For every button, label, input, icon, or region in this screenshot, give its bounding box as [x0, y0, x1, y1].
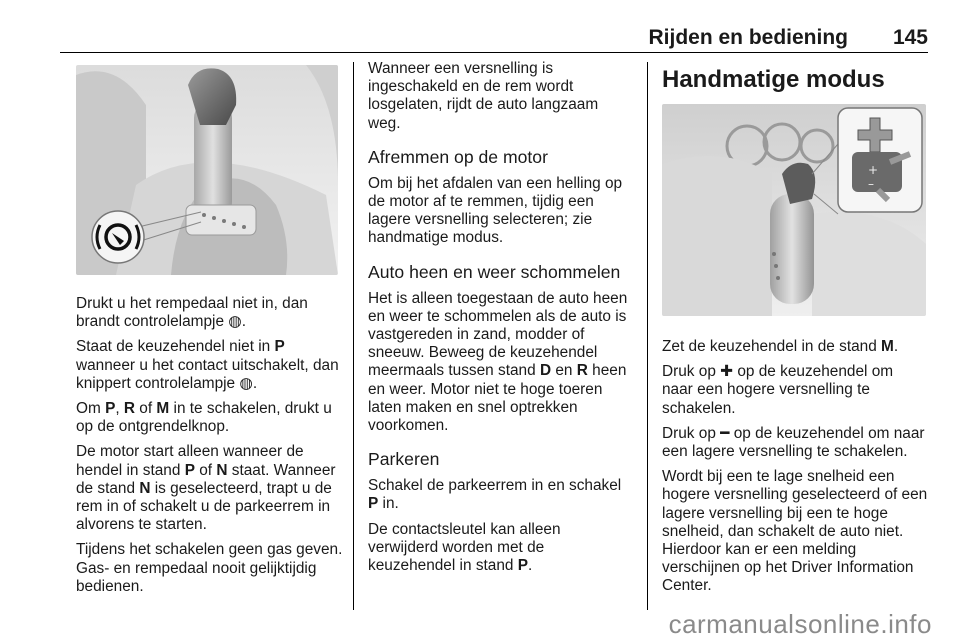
page-header — [60, 0, 928, 53]
section-title: Handmatige modus — [662, 66, 885, 93]
paragraph: Wanneer een versnelling is ingeschakeld en de rem wordt losgelaten, rijdt de auto langzaam weg. — [368, 60, 599, 132]
paragraph: Druk op ━ op de keuzehendel om naar een lagere versnelling te schakelen. — [662, 424, 925, 461]
column-divider — [647, 62, 648, 610]
paragraph: De motor start alleen wanneer de hendel in stand P of N staat. Wanneer de stand N is geselecteerd, trapt u de rem in of schakelt u de parkeerrem in alvorens te starten. — [76, 443, 336, 534]
paragraph: Zet de keuzehendel in de stand M. — [662, 338, 899, 355]
page-number: 145 — [892, 26, 928, 49]
column-left — [76, 60, 344, 603]
paragraph: Om bij het afdalen van een helling op de motor af te remmen, tijdig een lagere versnelling selecteren; zie handmatige modus. — [368, 174, 623, 247]
svg-text:–: – — [868, 177, 874, 191]
column-middle — [368, 60, 634, 582]
minus-icon: ━ — [720, 424, 730, 442]
paragraph: Schakel de parkeerrem in en schakel P in. — [368, 477, 622, 513]
page-title: Rijden en bediening — [648, 26, 848, 49]
paragraph: Om P, R of M in te schakelen, drukt u op de ontgrendelknop. — [76, 400, 332, 436]
svg-text:+: + — [868, 163, 879, 177]
watermark: carmanualsonline.info — [668, 609, 932, 639]
gear-selector-illustration — [76, 65, 338, 275]
paragraph: Druk op ✚ op de keuzehendel om naar een hogere versnelling te schakelen. — [662, 363, 894, 417]
brake-warning-icon: ◍ — [239, 374, 253, 392]
paragraph: Drukt u het rempedaal niet in, dan brandt controlelampje ◍. — [76, 295, 308, 331]
paragraph: Het is alleen toegestaan de auto heen en weer te schommelen als de auto is vastgereden in zand, modder of sneeuw. Beweeg de keuzehendel meermaals tussen stand D en R heen en weer. Motor niet te hoge toeren laten maken en snel optrekken voorkomen. — [368, 289, 628, 435]
paragraph: Staat de keuzehendel niet in P wanneer u het contact uitschakelt, dan knippert controlelampje ◍. — [76, 338, 339, 392]
section-heading: Afremmen op de motor — [368, 146, 548, 167]
column-divider — [353, 62, 354, 610]
section-heading: Parkeren — [368, 449, 440, 470]
section-heading: Auto heen en weer schommelen — [368, 261, 621, 282]
column-right — [662, 60, 928, 603]
manual-mode-illustration — [662, 104, 926, 316]
paragraph: Wordt bij een te lage snelheid een hogere versnelling geselecteerd of een lagere versnelling bij een te hoge snelheid, dan schakelt de auto niet. Hierdoor kan er een melding verschijnen op het Driver Information Center. — [662, 468, 928, 595]
plus-icon: ✚ — [720, 363, 734, 381]
paragraph: De contactsleutel kan alleen verwijderd worden met de keuzehendel in stand P. — [368, 520, 561, 575]
paragraph: Tijdens het schakelen geen gas geven. Gas- en rempedaal nooit gelijktijdig bedienen. — [76, 541, 343, 595]
brake-warning-icon: ◍ — [228, 313, 242, 331]
